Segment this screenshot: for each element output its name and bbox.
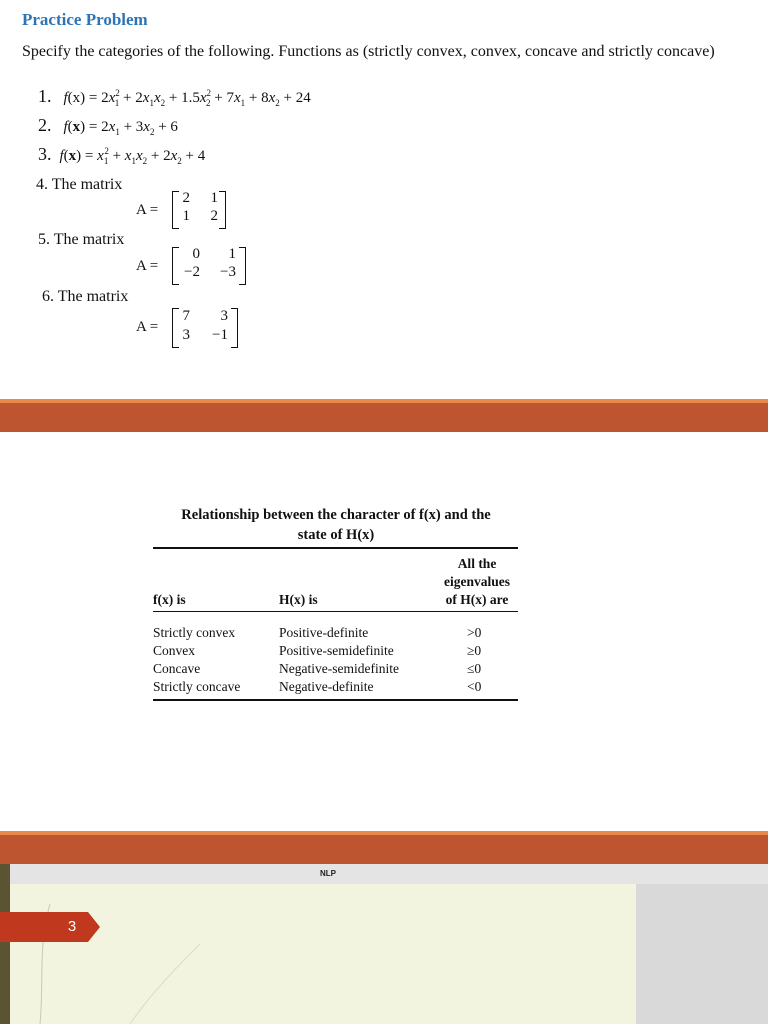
matrix-cell: 0 <box>192 246 200 262</box>
cell-hx: Negative-semidefinite <box>279 661 399 676</box>
cell-hx: Positive-semidefinite <box>279 643 394 658</box>
problem-number: 2. <box>38 115 52 135</box>
matrix-cell: 3 <box>220 308 228 324</box>
matrix-cell: 7 <box>182 308 190 324</box>
cell-fx: Strictly concave <box>153 679 241 694</box>
problem-3 <box>38 144 205 166</box>
slide-divider <box>0 403 768 432</box>
matrix-cell: −1 <box>212 327 228 343</box>
page-number-arrow-icon <box>0 912 100 942</box>
table-row <box>153 679 518 697</box>
header-eigenvalues <box>436 555 518 609</box>
slide-3-header <box>10 864 768 884</box>
matrix-cell: 1 <box>182 208 190 224</box>
problem-number: 1. <box>38 86 52 106</box>
right-bracket <box>231 308 238 348</box>
matrix-6-lhs: A = <box>136 319 159 335</box>
decorative-lines <box>10 884 210 1024</box>
table-top-rule <box>153 547 518 549</box>
cell-fx: Convex <box>153 643 195 658</box>
matrix-cell: 2 <box>210 208 218 224</box>
problem-number: 3. <box>38 144 52 164</box>
table-body <box>153 625 518 697</box>
problem-3-equation: $f(x) = x_1^2 + x_1x_2 + 2x_2 + 4$ <box>59 146 206 166</box>
right-bracket <box>239 247 246 285</box>
problem-instructions: Specify the categories of the following. Functions as (strictly convex, convex, concave and strictly concave) <box>22 43 715 60</box>
table-title-line-2: state of H(x) <box>297 527 375 543</box>
problem-2 <box>38 115 178 137</box>
slide-header-label: NLP <box>320 869 336 878</box>
header-eigenvalues-line: eigenvalues <box>444 574 510 589</box>
slide-title: Practice Problem <box>22 10 148 29</box>
cell-eigenvalues: <0 <box>467 679 482 694</box>
header-eigenvalues-line: of H(x) are <box>445 592 509 607</box>
cell-fx: Concave <box>153 661 201 676</box>
header-eigenvalues-line: All the <box>457 556 497 571</box>
matrix-4-lhs: A = <box>136 202 159 218</box>
header-fx: f(x) is <box>153 592 186 607</box>
table-bottom-rule <box>153 699 518 701</box>
cell-hx: Negative-definite <box>279 679 374 694</box>
matrix-cell: 1 <box>228 246 236 262</box>
matrix-cell: 2 <box>182 190 190 206</box>
matrix-6 <box>172 308 238 346</box>
matrix-5 <box>172 247 246 283</box>
matrix-cell: −3 <box>220 264 236 280</box>
table-row <box>153 625 518 643</box>
cell-eigenvalues: ≤0 <box>467 661 482 676</box>
cell-hx: Positive-definite <box>279 625 369 640</box>
matrix-cell: 3 <box>182 327 190 343</box>
matrix-4 <box>172 191 226 227</box>
right-bracket <box>219 191 226 229</box>
matrix-cell: 1 <box>210 190 218 206</box>
matrix-5-label: 5. The matrix <box>38 231 125 248</box>
table-row <box>153 643 518 661</box>
problem-1 <box>38 86 311 108</box>
matrix-cell: −2 <box>184 264 200 280</box>
table-header-rule <box>153 611 518 612</box>
problem-2-equation: $f(x) = 2x_1 + 3x_2 + 6$ <box>63 119 178 137</box>
matrix-4-label: 4. The matrix <box>36 176 123 193</box>
table-title-line-1: Relationship between the character of f(x) and the <box>181 507 491 523</box>
matrix-5-lhs: A = <box>136 258 159 274</box>
problem-1-equation: $f(x) = 2x_{21} + 2x_1x_2 + 1.5x_{22} + 7x_1 + 8x_2 + 24$ <box>63 88 311 108</box>
header-hx: H(x) is <box>279 592 318 607</box>
slide-divider <box>0 835 768 864</box>
table-title <box>150 505 522 545</box>
matrix-6-label: 6. The matrix <box>42 288 129 305</box>
cell-eigenvalues: ≥0 <box>467 643 482 658</box>
table-row <box>153 661 518 679</box>
page-number: 3 <box>67 918 77 935</box>
slide-3-left-stripe <box>0 864 10 1024</box>
cell-fx: Strictly convex <box>153 625 236 640</box>
cell-eigenvalues: >0 <box>467 625 482 640</box>
